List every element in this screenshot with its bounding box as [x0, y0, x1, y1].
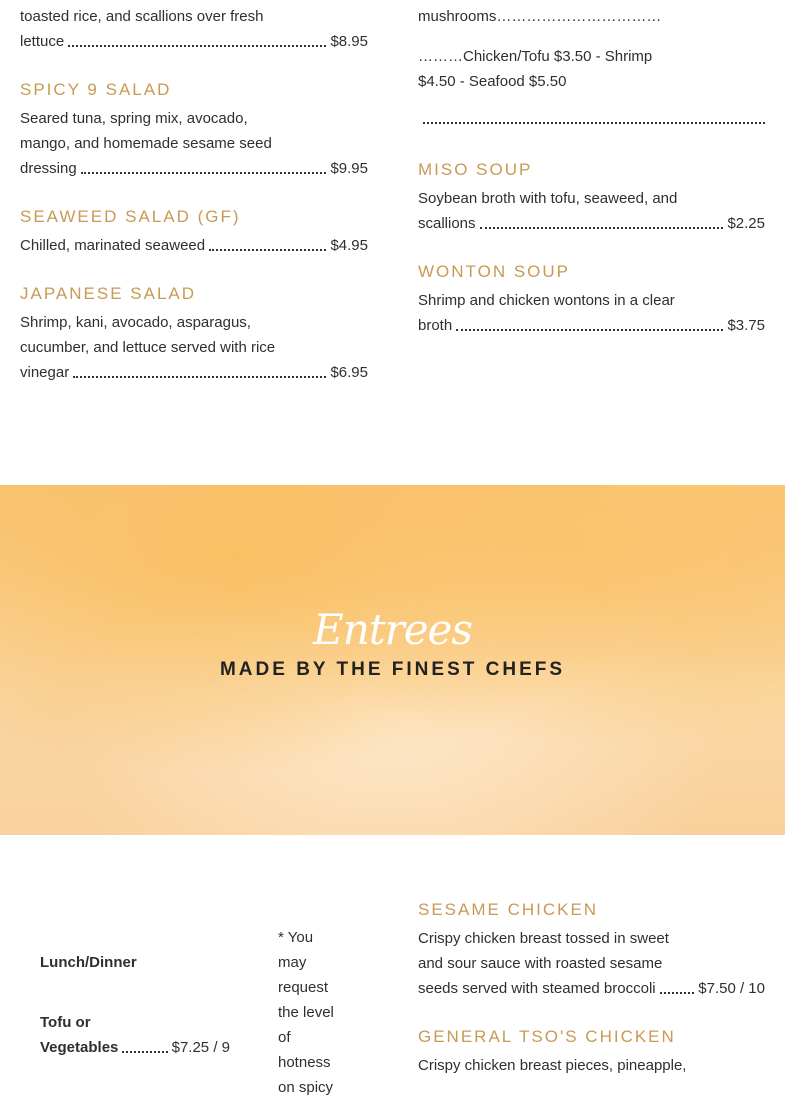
item-desc-line: Soybean broth with tofu, seaweed, and [418, 190, 678, 207]
item-title: SESAME CHICKEN [418, 900, 599, 919]
item-desc-line: and sour sauce with roasted sesame [418, 955, 663, 972]
item-price-row [418, 313, 765, 338]
dot-leader [81, 172, 327, 174]
item-desc-line: mushrooms…………………………… [418, 8, 662, 25]
item-title: GENERAL TSO'S CHICKEN [418, 1027, 676, 1046]
item-price: $6.95 [330, 364, 368, 381]
item-title: Vegetables [40, 1039, 119, 1056]
menu-item-spicy-9-salad [20, 80, 368, 181]
item-title: WONTON SOUP [418, 262, 571, 281]
item-desc-line: vinegar [20, 364, 70, 381]
item-price-row [20, 29, 368, 54]
item-desc-line: mango, and homemade sesame seed [20, 135, 272, 152]
entrees-left-column [40, 950, 230, 1060]
note-line: the level [278, 1004, 334, 1021]
menu-item-miso-soup [418, 160, 765, 236]
item-price-row [20, 233, 368, 258]
item-title: SPICY 9 SALAD [20, 80, 172, 99]
item-desc-line: scallions [418, 215, 476, 232]
item-price: $3.75 [727, 317, 765, 334]
menu-item-japanese-salad [20, 284, 368, 385]
hotness-note [278, 925, 348, 1100]
item-desc-line: broth [418, 317, 453, 334]
item-price-row [418, 976, 765, 1001]
item-desc-line: Shrimp and chicken wontons in a clear [418, 292, 675, 309]
options-line: $4.50 - Seafood $5.50 [418, 73, 567, 90]
item-desc-line: Chilled, marinated seaweed [20, 237, 206, 254]
item-desc-line: Shrimp, kani, avocado, asparagus, [20, 314, 251, 331]
item-desc-line: toasted rice, and scallions over fresh [20, 8, 264, 25]
item-price: $4.95 [330, 237, 368, 254]
item-desc-line: lettuce [20, 33, 65, 50]
dot-leader [209, 249, 326, 251]
section-subtitle: MADE BY THE FINEST CHEFS [219, 659, 566, 680]
salads-column [20, 4, 368, 385]
menu-item-general-tsos-chicken [418, 1027, 765, 1078]
item-title: SEAWEED SALAD (GF) [20, 207, 241, 226]
item-price-row [20, 156, 368, 181]
item-desc-line: cucumber, and lettuce served with rice [20, 339, 276, 356]
section-script-title: Entrees [313, 605, 472, 654]
menu-item-seaweed-salad [20, 207, 368, 258]
dot-leader [73, 376, 326, 378]
item-price: $2.25 [727, 215, 765, 232]
item-price: $9.95 [330, 160, 368, 177]
soups-column [418, 4, 765, 338]
entrees-right-column [418, 900, 765, 1078]
dot-leader [423, 122, 765, 124]
menu-item-sesame-chicken [418, 900, 765, 1001]
item-desc-line: Crispy chicken breast tossed in sweet [418, 930, 669, 947]
item-title: Tofu or [40, 1014, 91, 1031]
item-price-row [20, 360, 368, 385]
note-line: on spicy [278, 1079, 334, 1096]
dot-leader [122, 1051, 167, 1053]
item-price-row [418, 211, 765, 236]
dot-leader [68, 45, 326, 47]
item-price-row [40, 1035, 230, 1060]
lunch-dinner-label: Lunch/Dinner [40, 954, 137, 971]
item-desc-line: Seared tuna, spring mix, avocado, [20, 110, 248, 127]
note-line: hotness [278, 1054, 331, 1071]
item-price: $7.50 / 10 [698, 980, 765, 997]
menu-item-wonton-soup [418, 262, 765, 338]
item-title: JAPANESE SALAD [20, 284, 197, 303]
item-price: $8.95 [330, 33, 368, 50]
item-price: $7.25 / 9 [171, 1039, 230, 1056]
entrees-banner [0, 485, 785, 835]
item-desc-line: Crispy chicken breast pieces, pineapple, [418, 1057, 687, 1074]
item-desc-line: dressing [20, 160, 77, 177]
item-desc-line: seeds served with steamed broccoli [418, 980, 656, 997]
dot-leader [456, 329, 723, 331]
item-title: MISO SOUP [418, 160, 533, 179]
note-line: of [278, 1029, 291, 1046]
dot-leader [480, 227, 724, 229]
note-line: may [278, 954, 307, 971]
options-line: ………Chicken/Tofu $3.50 - Shrimp [418, 48, 653, 65]
dot-leader [660, 992, 695, 994]
note-line: * You [278, 929, 314, 946]
note-line: request [278, 979, 329, 996]
